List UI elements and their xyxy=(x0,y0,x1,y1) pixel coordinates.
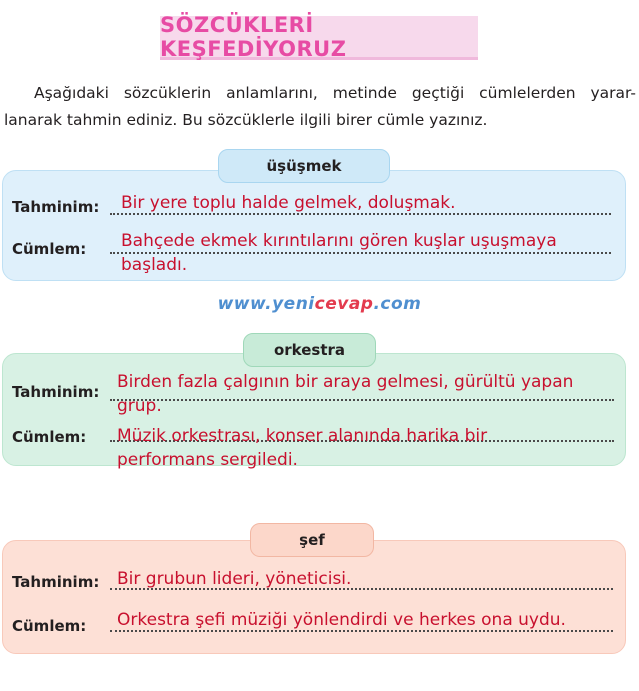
watermark-suffix: .com xyxy=(373,294,422,314)
sentence-answer-line-1: Orkestra şefi müziği yönlendirdi ve herkes ona uydu. xyxy=(117,610,566,630)
writing-line xyxy=(110,399,614,401)
watermark-yeni: yeni xyxy=(272,294,315,314)
guess-label: Tahminim: xyxy=(12,198,100,216)
watermark-prefix: www. xyxy=(217,294,273,314)
word-tag: orkestra xyxy=(243,333,376,367)
word-card-3 xyxy=(2,540,626,654)
sentence-answer-line-2: performans sergiledi. xyxy=(117,450,298,470)
sentence-label: Cümlem: xyxy=(12,428,87,446)
word-tag: üşüşmek xyxy=(218,149,390,183)
sentence-answer-line-2: başladı. xyxy=(121,255,188,275)
instructions-line-1: Aşağıdaki sözcüklerin anlamlarını, metinde geçtiği cümlelerden yarar- xyxy=(34,84,636,102)
sentence-answer-line-1: Bahçede ekmek kırıntılarını gören kuşlar uşuşmaya xyxy=(121,231,557,251)
guess-answer-line-2: grup. xyxy=(117,396,162,416)
instructions-line-2: lanarak tahmin ediniz. Bu sözcüklerle ilgili birer cümle yazınız. xyxy=(4,111,488,129)
sentence-label: Cümlem: xyxy=(12,617,87,635)
sentence-label: Cümlem: xyxy=(12,240,87,258)
page-title: SÖZCÜKLERİ KEŞFEDİYORUZ xyxy=(160,12,347,61)
watermark-cevap: cevap xyxy=(314,294,374,314)
watermark xyxy=(0,294,639,314)
instructions xyxy=(4,80,636,134)
guess-answer-line-1: Bir grubun lideri, yöneticisi. xyxy=(117,569,352,589)
title-banner xyxy=(160,12,478,61)
word-card-1 xyxy=(2,170,626,281)
word-tag: şef xyxy=(250,523,374,557)
guess-label: Tahminim: xyxy=(12,383,100,401)
sentence-answer-line-1: Müzik orkestrası, konser alanında harika bir xyxy=(117,426,488,446)
guess-answer-line-1: Birden fazla çalgının bir araya gelmesi, gürültü yapan xyxy=(117,372,574,392)
guess-answer-line-1: Bir yere toplu halde gelmek, doluşmak. xyxy=(121,193,456,213)
guess-label: Tahminim: xyxy=(12,573,100,591)
